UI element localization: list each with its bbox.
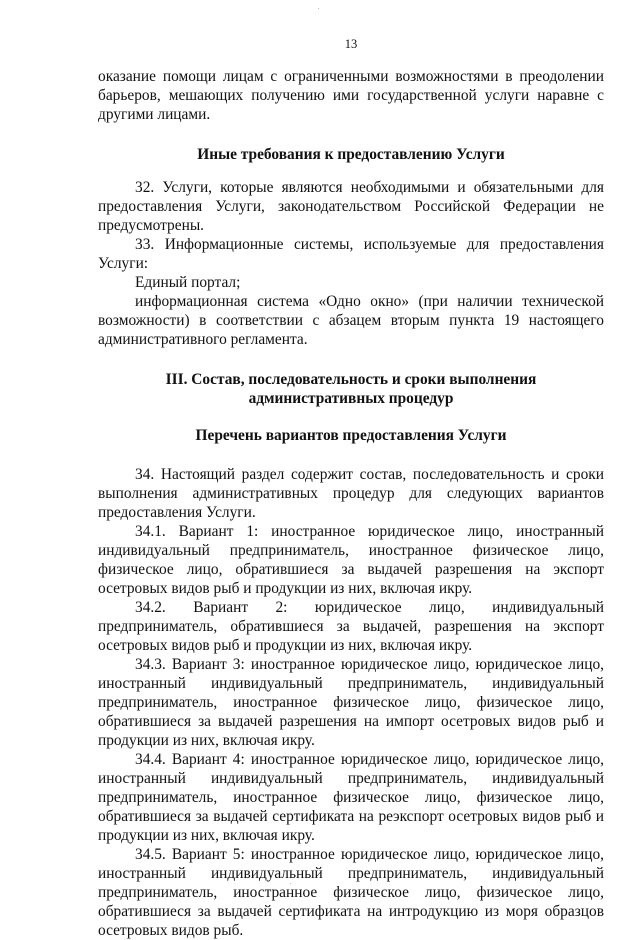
intro-paragraph: оказание помощи лицам с ограниченными возможностями в преодолении барьеров, мешающих получению ими государственной услуги наравне с другими лицами. [98,68,604,123]
scan-speck [290,883,291,884]
heading-section-3: III. Состав, последовательность и сроки выполнения административных процедур [165,371,537,407]
paragraph-34-3: 34.3. Вариант 3: иностранное юридическое лицо, юридическое лицо, иностранный индивидуальный предприниматель, индивидуальный предприниматель, иностранное физическое лицо, физическое лицо, обратившиеся за выдачей разрешения на импорт осетровых видов рыб и продукции из них, включая икру. [98,656,604,749]
paragraph-34-5: 34.5. Вариант 5: иностранное юридическое лицо, юридическое лицо, иностранный индивидуальный предприниматель, индивидуальный предприниматель, иностранное физическое лицо, физическое лицо, обратившиеся за выдачей сертификата на интродукцию из моря образцов осетровых видов рыб. [98,846,604,939]
paragraph-34-4: 34.4. Вариант 4: иностранное юридическое лицо, юридическое лицо, иностранный индивидуальный предприниматель, индивидуальный предприниматель, иностранное физическое лицо, физическое лицо, обратившиеся за выдачей сертификата на реэкспорт осетровых видов рыб и продукции из них, включая икру. [98,751,604,844]
paragraph-33: 33. Информационные системы, используемые для предоставления Услуги: [98,236,604,272]
paragraph-one-window: информационная система «Одно окно» (при наличии технической возможности) в соответствии с абзацем вторым пункта 19 настоящего административного регламента. [98,293,604,348]
page-number: 13 [344,37,358,51]
heading-other-requirements: Иные требования к предоставлению Услуги [197,146,505,163]
scan-speck [318,8,319,9]
paragraph-32: 32. Услуги, которые являются необходимыми и обязательными для предоставления Услуги, законодательством Российской Федерации не предусмотрены. [98,179,604,234]
paragraph-34-2: 34.2. Вариант 2: юридическое лицо, индивидуальный предприниматель, обратившиеся за выдачей, разрешения на экспорт осетровых видов рыб и продукции из них, включая икру. [98,599,604,654]
paragraph-34: 34. Настоящий раздел содержит состав, последовательность и сроки выполнения административных процедур для следующих вариантов предоставления Услуги. [98,466,604,521]
heading-variants-list: Перечень вариантов предоставления Услуги [195,427,507,444]
paragraph-portal: Единый портал; [135,274,241,291]
paragraph-34-1: 34.1. Вариант 1: иностранное юридическое лицо, иностранный индивидуальный предприниматель, иностранное физическое лицо, физическое лицо, обратившиеся за выдачей разрешения на экспорт осетровых видов рыб и продукции из них, включая икру. [98,523,604,597]
